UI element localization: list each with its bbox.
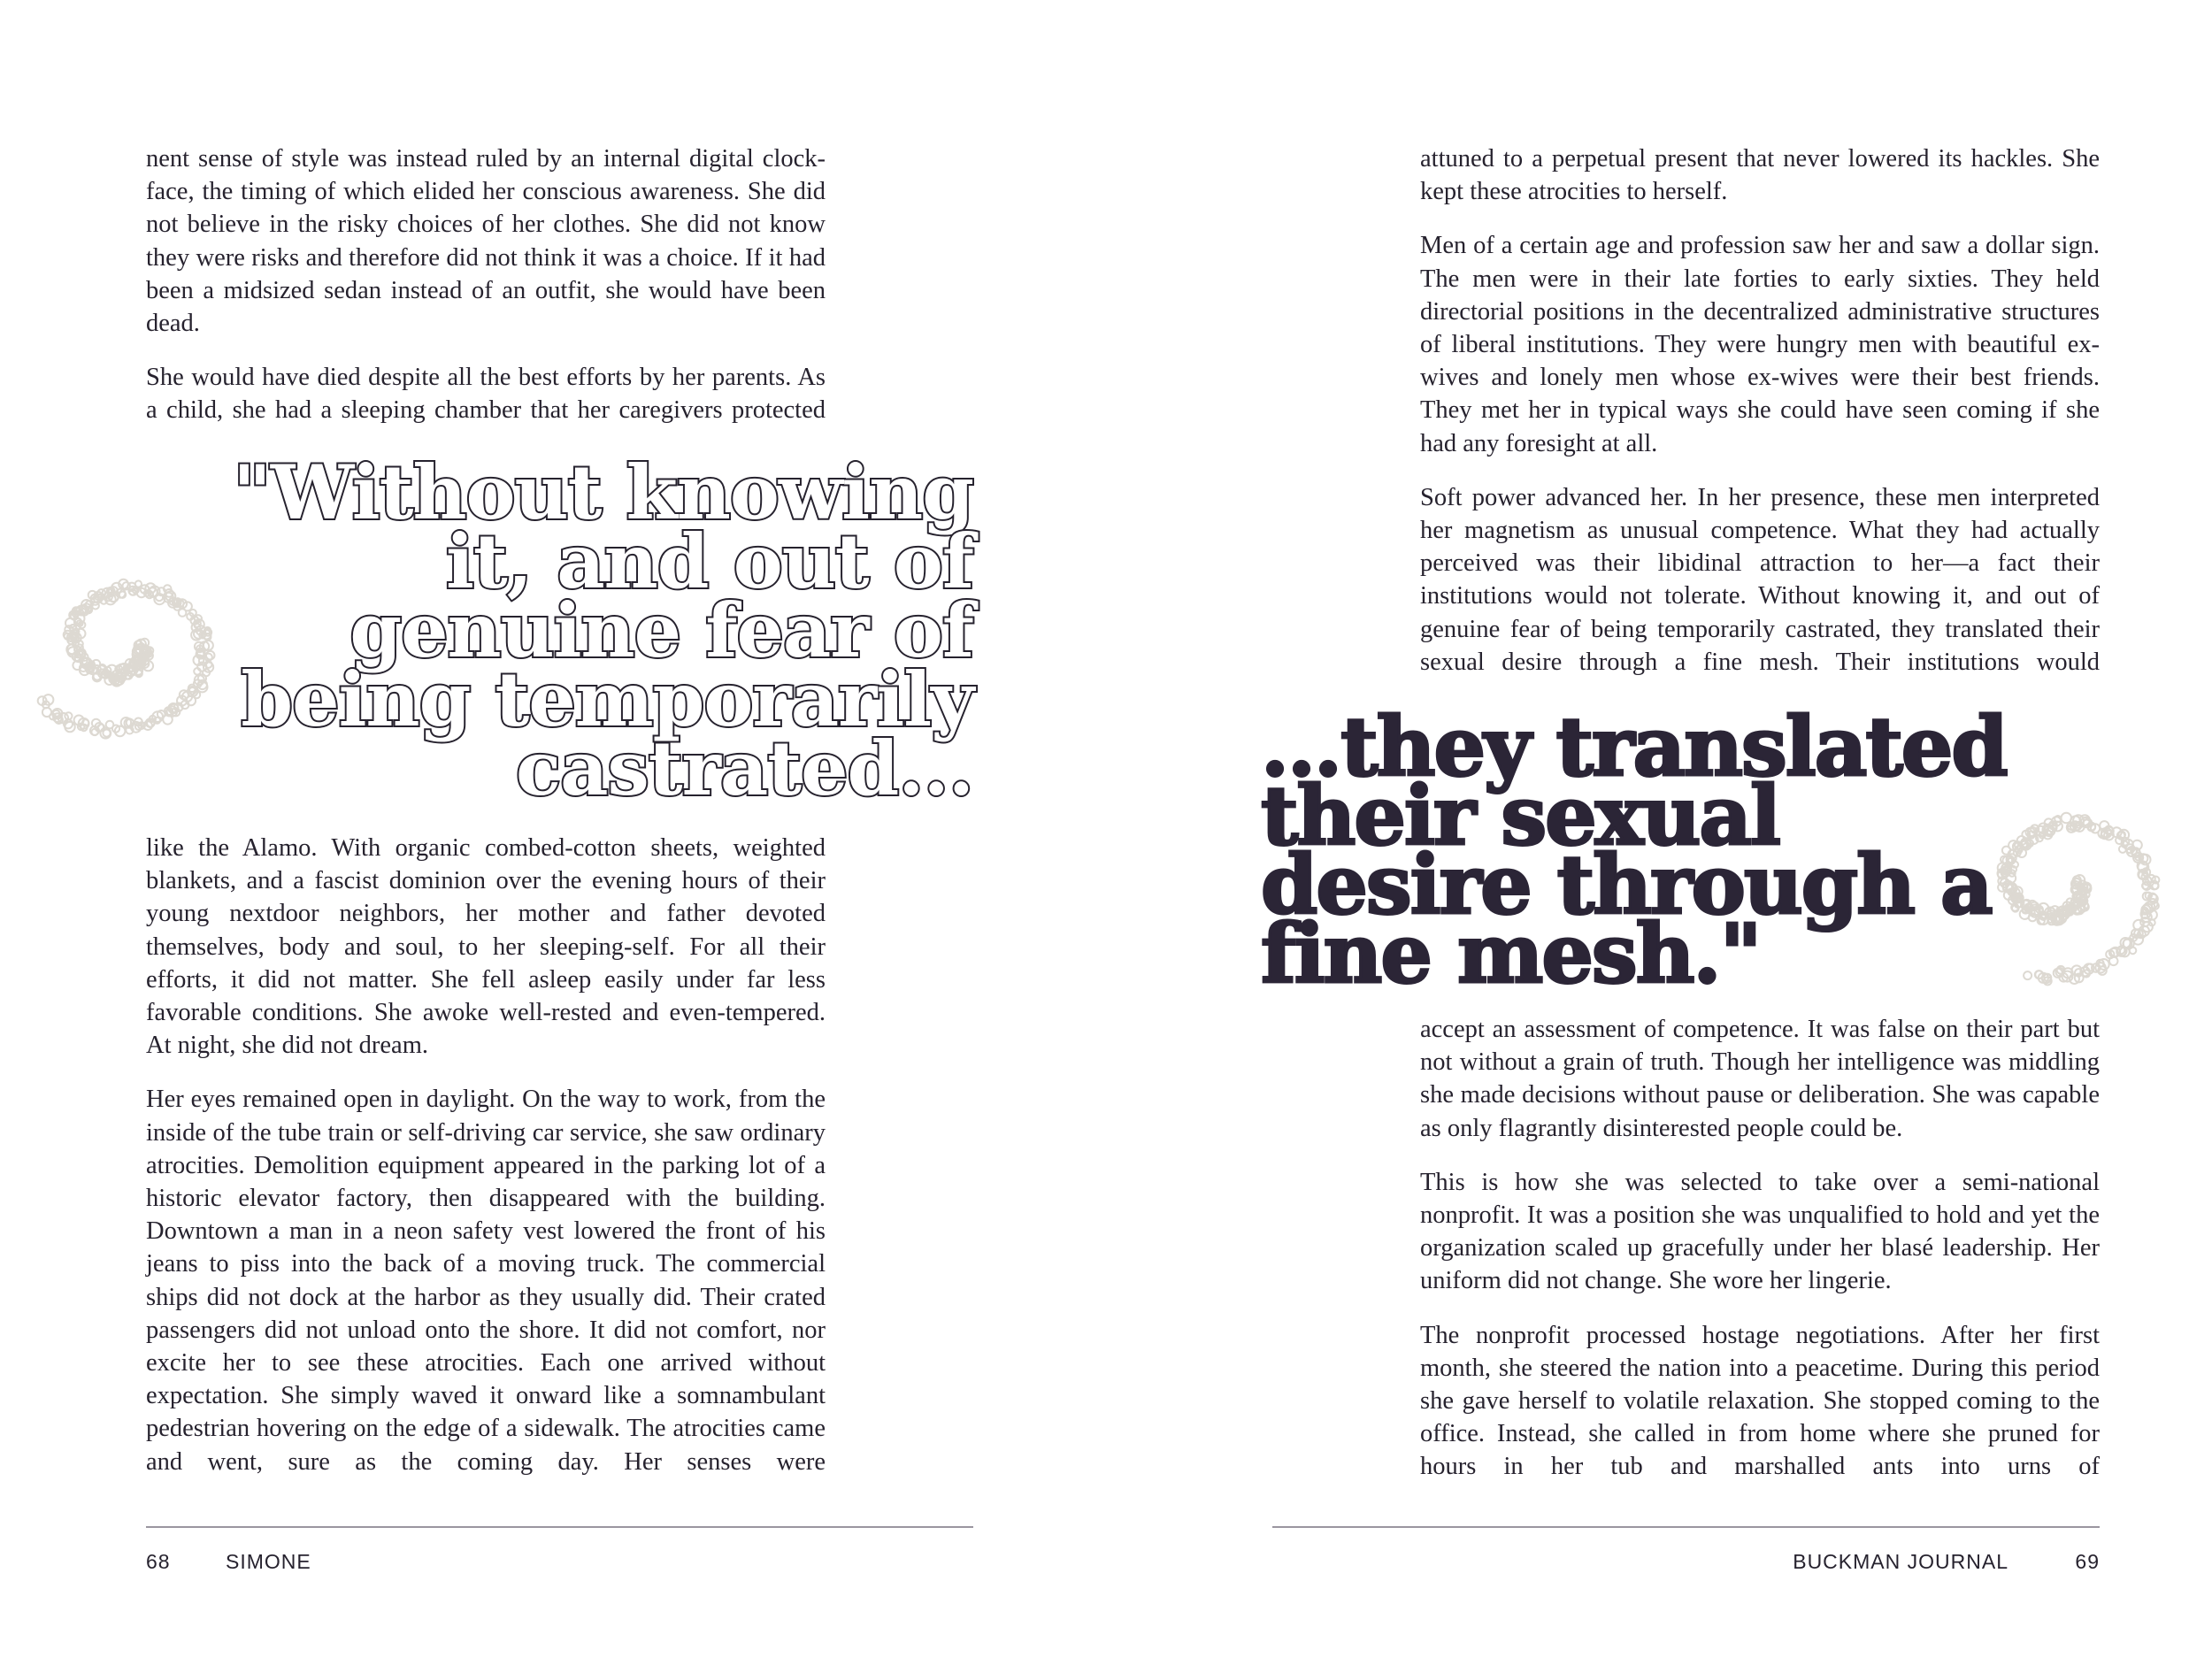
decorative-dot (42, 708, 51, 717)
pull-quote-line: "Without knowing (233, 449, 973, 536)
decorative-dot (2130, 948, 2137, 955)
running-head: SIMONE (226, 1550, 311, 1573)
paragraph: Soft power advanced her. In her presence, these men interpreted her magnetism as unusual competence. What they had actually perceived was their libidinal attraction to her—a fact their institutions would not tolerate. Without knowing it, and out of genuine fear of being temporarily castrated, they translated their sexual desire through a fine mesh. Their institutions would (1420, 483, 2100, 676)
running-head: BUCKMAN JOURNAL (1793, 1550, 2008, 1573)
paragraph: Her eyes remained open in daylight. On the way to work, from the inside of the tube train or self-driving car service, she saw ordinary atrocities. Demolition equipment appeared in the parking lot of a historic elevator factory, then disappeared with the building. Downtown a man in a neon safety vest lowered the front of his jeans to piss into the back of a moving truck. The commercial ships did not dock at the harbor as they usually did. Their crated passengers did not unload onto the shore. It did not comfort, nor excite her to see these atrocities. Each one arrived without expectation. She simply waved it onward like a somnambulant pedestrian hovering on the edge of a sidewalk. The atrocities came and went, sure as the coming day. Her senses were (146, 1086, 826, 1476)
pull-quote-right (1261, 699, 2110, 1001)
paragraph: The nonprofit processed hostage negotiations. After her first month, she steered the nation into a peacetime. During this period she gave herself to volatile relaxation. She stopped coming to the office. Instead, she called in from home where she pruned for hours in her tub and marshalled ants into urns of (1420, 1321, 2100, 1481)
pull-quote-line: genuine fear of (349, 587, 973, 674)
pull-quote-left (53, 449, 973, 812)
footer-rule (146, 1526, 973, 1528)
paragraph: accept an assessment of competence. It was false on their part but not without a grain of truth. Though her intelligence was middling she made decisions without pause or deliberation. She was capable as only flagrantly disinterested people could be. (1420, 1016, 2100, 1142)
right-bottom-text (1420, 1013, 2100, 1484)
pull-quote-line: castrated... (515, 725, 973, 812)
pull-quote-line: being temporarily (241, 656, 973, 743)
paragraph: This is how she was selected to take over a semi-national nonprofit. It was a position she was unqualified to hold and yet the organization scaled up gracefully under her blasé leadership. Her uniform did not change. She wore her lingerie. (1420, 1168, 2100, 1295)
pull-quote-line: desire through a (1261, 837, 1992, 932)
left-top-text (146, 142, 826, 427)
footer-rule (1272, 1526, 2100, 1528)
paragraph: nent sense of style was instead ruled by an internal digital clock-face, the timing of which elided her conscious awareness. She did not believe in the risky choices of her clothes. She did not know they were risks and therefore did not think it was a choice. If it had been a midsized sedan instead of an outfit, she would have been dead. (146, 145, 826, 338)
paragraph: like the Alamo. With organic combed-cotton sheets, weighted blankets, and a fascist dominion over the evening hours of their young nextdoor neighbors, her mother and father devoted themselves, body and soul, to her sleeping-self. For all their efforts, it did not matter. She fell asleep easily under far less favorable conditions. She awoke well-rested and even-tempered. At night, she did not dream. (146, 834, 826, 1060)
pull-quote-line: their sexual (1261, 768, 1779, 863)
page-number: 69 (2075, 1550, 2100, 1573)
pull-quote-line: fine mesh." (1261, 906, 1761, 1001)
paragraph: attuned to a perpetual present that never lowered its hackles. She kept these atrocities to herself. (1420, 145, 2100, 206)
paragraph: Men of a certain age and profession saw her and saw a dollar sign. The men were in their late forties to early sixties. They held directorial positions in the decentralized administrative structures of liberal institutions. They were hungry men with beautiful ex-wives and lonely men whose ex-wives were their best friends. They met her in typical ways she could have seen coming if she had any foresight at all. (1420, 232, 2100, 457)
right-page (1106, 0, 2212, 1673)
right-top-text (1420, 142, 2100, 679)
left-bottom-text (146, 832, 826, 1478)
pull-quote-line: ...they translated (1261, 699, 2007, 794)
pull-quote-line: it, and out of (446, 518, 973, 605)
page-number: 68 (146, 1550, 171, 1573)
paragraph: She would have died despite all the best efforts by her parents. As a child, she had a sleeping chamber that her caregivers protected (146, 364, 826, 425)
